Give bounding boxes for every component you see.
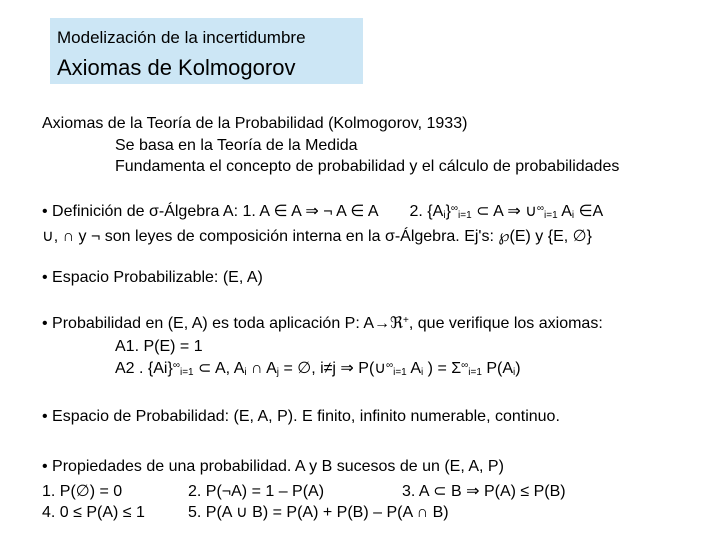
sigma-algebra-def-d: A [557,203,572,220]
superscript: ∞ [536,203,545,214]
superscript: ∞ [461,360,469,371]
slide-title: Axiomas de Kolmogorov [57,55,296,80]
axiom-2-g: P(A [481,360,514,377]
subscript: i [443,210,446,221]
sigma-algebra-def-b: 2. {A [409,203,444,220]
superscript: + [403,315,409,326]
probabilizable-line: • Espacio Probabilizable: (E, A) [42,269,263,286]
probability-def-line [42,314,603,334]
property-5: 5. P(A ∪ B) = P(A) + P(B) – P(A ∩ B) [188,504,449,521]
sigma-algebra-line-2: ∪, ∩ y ¬ son leyes de composición interna en la σ-Álgebra. Ej's: ℘(E) y {E, ∅} [42,228,592,245]
subscript: i=1 [393,367,407,378]
title-box [50,18,363,84]
axiom-2 [115,359,521,379]
axiom-1: A1. P(E) = 1 [115,338,203,355]
sigma-algebra-line-1: • Definición de σ-Álgebra A: 1. A ∈ A ⇒ ¬ A ∈ A 2. $\{A_i\}^\infty_{i=1}$ ⊂ A ⇒ $\cup^\infty_{i=1}$ $A_i$ ∈A [42,203,604,221]
subscript: i [513,367,516,378]
subscript: i=1 [544,210,558,221]
axiom-2-b: ⊂ A, A [193,360,245,377]
axiom-2-c: ∩ A [246,360,277,377]
subscript: i=1 [179,367,194,378]
axiom-2-h: ) [515,360,521,377]
subscript: i=1 [458,210,472,221]
property-3: 3. A ⊂ B ⇒ P(A) ≤ P(B) [402,483,566,500]
subscript: j [276,367,280,378]
sigma-algebra-def-a: • Definición de σ-Álgebra A: 1. A ∈ A ⇒ ¬ A ∈ A [42,203,379,220]
superscript: ∞ [172,360,180,371]
sigma-algebra-def-e: ∈A [574,203,604,220]
sigma-algebra-def-c: ⊂ A ⇒ ∪ [471,203,537,220]
axiom-2-a: A2 . {Ai} [115,360,173,377]
probability-def-a: • Probabilidad en (E, A) es toda aplicación P: A→ℜ [42,315,404,332]
superscript: ∞ [450,203,459,214]
probability-space-line: • Espacio de Probabilidad: (E, A, P). E finito, infinito numerable, continuo. [42,408,560,425]
subscript: i [244,367,247,378]
intro-line-1: Axiomas de la Teoría de la Probabilidad (Kolmogorov, 1933) [42,115,468,132]
probability-def-b: , que verifique los axiomas: [408,315,603,332]
slide-subtitle: Modelización de la incertidumbre [57,28,306,47]
intro-line-3: Fundamenta el concepto de probabilidad y el cálculo de probabilidades [115,158,620,175]
axiom-2-d: = ∅, i≠j ⇒ P(∪ [279,360,386,377]
property-1: 1. P(∅) = 0 [42,483,123,500]
properties-heading: • Propiedades de una probabilidad. A y B sucesos de un (E, A, P) [42,458,504,475]
axiom-2-f: ) = Σ [423,360,462,377]
intro-line-2: Se basa en la Teoría de la Medida [115,137,358,154]
subscript: i=1 [468,367,482,378]
axiom-2-e: A [406,360,421,377]
subscript: i [420,367,424,378]
superscript: ∞ [385,360,394,371]
property-4: 4. 0 ≤ P(A) ≤ 1 [42,504,145,521]
property-2: 2. P(¬A) = 1 – P(A) [188,483,325,500]
subscript: i [571,210,575,221]
